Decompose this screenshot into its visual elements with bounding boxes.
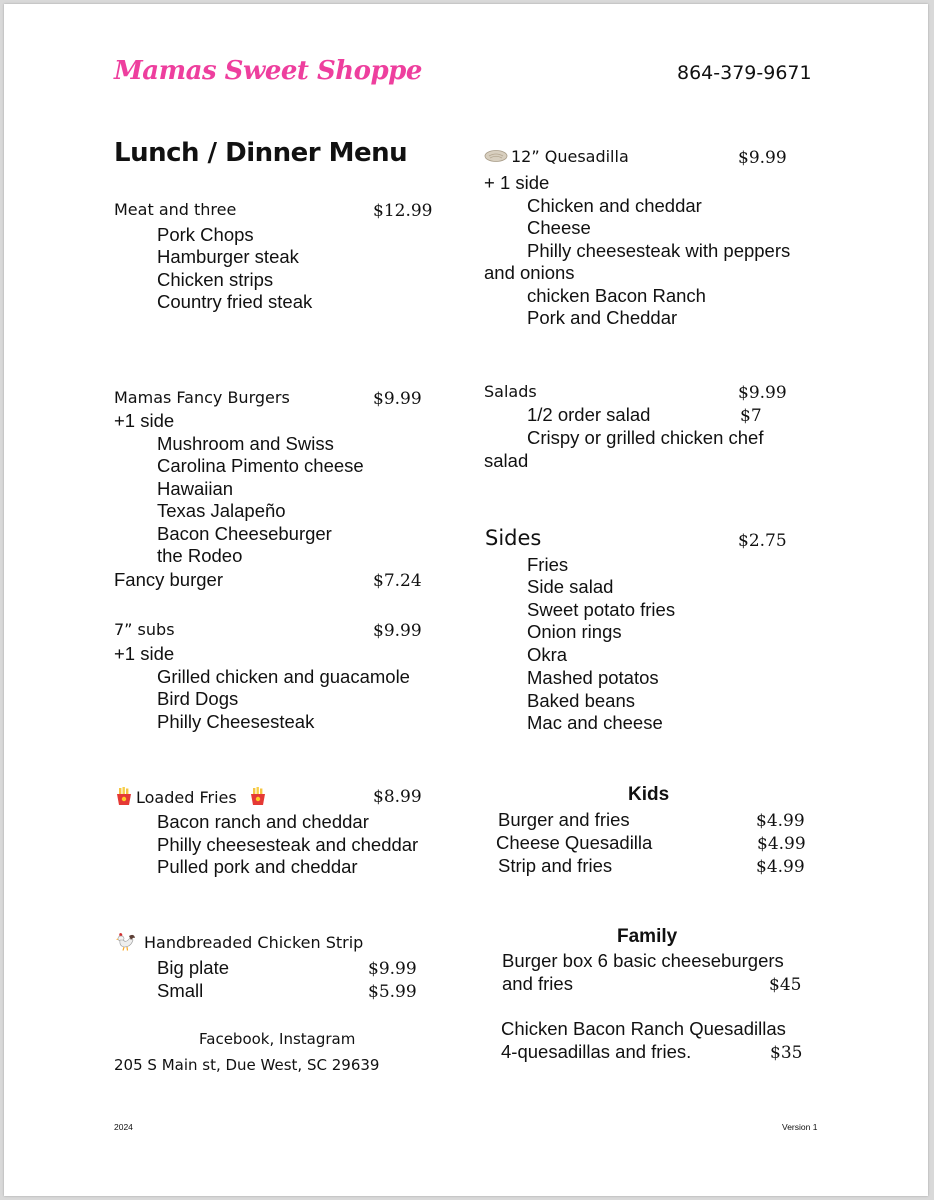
- meat-three-item: Pork Chops: [157, 224, 254, 245]
- burger-item: Hawaiian: [157, 478, 234, 499]
- quesadilla-item: Pork and Cheddar: [527, 307, 678, 328]
- subs-side-note: +1 side: [114, 643, 175, 664]
- kids-item-price: $4.99: [757, 834, 806, 854]
- loaded-fries-item: Bacon ranch and cheddar: [157, 811, 369, 832]
- meat-three-item: Country fried steak: [157, 291, 313, 312]
- social-links: Facebook, Instagram: [199, 1030, 356, 1048]
- quesadilla-side-note: + 1 side: [484, 172, 550, 193]
- fancy-burger-price: $7.24: [373, 571, 422, 591]
- burgers-side-note: +1 side: [114, 410, 175, 431]
- salads-heading: Salads: [484, 382, 537, 401]
- family-heading: Family: [617, 926, 678, 947]
- meat-three-price: $12.99: [373, 201, 433, 221]
- quesadilla-item: Chicken and cheddar: [527, 195, 702, 216]
- brand-name: Mamas Sweet Shoppe: [114, 56, 422, 86]
- quesadilla-item: Philly cheesesteak with peppers: [527, 240, 791, 261]
- half-salad-price: $7: [740, 406, 762, 426]
- burger-item: Carolina Pimento cheese: [157, 455, 364, 476]
- fancy-burger-label: Fancy burger: [114, 569, 223, 590]
- kids-item: Strip and fries: [498, 855, 613, 876]
- kids-item: Burger and fries: [498, 809, 630, 830]
- quesadilla-item: chicken Bacon Ranch: [527, 285, 706, 306]
- side-item: Sweet potato fries: [527, 599, 676, 620]
- subs-price: $9.99: [373, 621, 422, 641]
- side-item: Okra: [527, 644, 568, 665]
- kids-item-price: $4.99: [756, 811, 805, 831]
- side-item: Mashed potatos: [527, 667, 659, 688]
- chef-salad-line1: Crispy or grilled chicken chef: [527, 427, 764, 448]
- sub-item: Philly Cheesesteak: [157, 711, 315, 732]
- burgers-price: $9.99: [373, 389, 422, 409]
- rooster-icon: [114, 931, 136, 951]
- burger-box-line1: Burger box 6 basic cheeseburgers: [502, 950, 784, 971]
- sub-item: Grilled chicken and guacamole: [157, 666, 410, 687]
- side-item: Fries: [527, 554, 569, 575]
- chef-salad-line2: salad: [484, 450, 529, 471]
- loaded-fries-item: Philly cheesesteak and cheddar: [157, 834, 419, 855]
- loaded-fries-name: Loaded Fries: [136, 788, 237, 807]
- loaded-fries-heading: [114, 786, 270, 807]
- big-plate-price: $9.99: [368, 959, 417, 979]
- loaded-fries-item: Pulled pork and cheddar: [157, 856, 358, 877]
- kids-item: Cheese Quesadilla: [496, 832, 653, 853]
- burger-box-price: $45: [769, 975, 802, 995]
- menu-page: [4, 4, 928, 1196]
- subs-heading: 7” subs: [114, 620, 175, 639]
- meat-three-item: Hamburger steak: [157, 246, 299, 267]
- burgers-heading: Mamas Fancy Burgers: [114, 388, 290, 407]
- version-label: Version 1: [782, 1122, 818, 1132]
- quesadilla-heading: [484, 147, 629, 166]
- chicken-strip-name: Handbreaded Chicken Strip: [144, 933, 364, 952]
- fries-icon: [114, 786, 134, 806]
- burger-box-line2: and fries: [502, 973, 573, 994]
- fries-icon: [248, 786, 268, 806]
- side-item: Baked beans: [527, 690, 636, 711]
- burger-item: Mushroom and Swiss: [157, 433, 334, 454]
- sides-price: $2.75: [738, 531, 787, 551]
- family-quesadilla-price: $35: [770, 1043, 803, 1063]
- burger-item: Texas Jalapeño: [157, 500, 286, 521]
- side-item: Mac and cheese: [527, 712, 663, 733]
- sides-heading: Sides: [485, 526, 542, 550]
- half-salad-label: 1/2 order salad: [527, 404, 651, 425]
- kids-heading: Kids: [628, 784, 670, 805]
- big-plate-label: Big plate: [157, 957, 229, 978]
- salads-price: $9.99: [738, 383, 787, 403]
- phone-number: 864-379-9671: [677, 62, 812, 84]
- side-item: Side salad: [527, 576, 614, 597]
- sub-item: Bird Dogs: [157, 688, 239, 709]
- address: 205 S Main st, Due West, SC 29639: [114, 1056, 380, 1074]
- kids-item-price: $4.99: [756, 857, 805, 877]
- family-quesadilla-line2: 4-quesadillas and fries.: [501, 1041, 692, 1062]
- loaded-fries-price: $8.99: [373, 787, 422, 807]
- page-title: Lunch / Dinner Menu: [114, 138, 408, 168]
- quesadilla-name: 12” Quesadilla: [511, 147, 629, 166]
- small-label: Small: [157, 980, 204, 1001]
- small-price: $5.99: [368, 982, 417, 1002]
- quesadilla-price: $9.99: [738, 148, 787, 168]
- meat-three-heading: Meat and three: [114, 200, 237, 219]
- burger-item: the Rodeo: [157, 545, 243, 566]
- family-quesadilla-line1: Chicken Bacon Ranch Quesadillas: [501, 1018, 786, 1039]
- burger-item: Bacon Cheeseburger: [157, 523, 332, 544]
- year-label: 2024: [114, 1122, 133, 1132]
- quesadilla-item: Cheese: [527, 217, 591, 238]
- chicken-strip-heading: [114, 931, 363, 952]
- meat-three-item: Chicken strips: [157, 269, 274, 290]
- side-item: Onion rings: [527, 621, 622, 642]
- flatbread-icon: [484, 149, 508, 163]
- quesadilla-item-cont: and onions: [484, 262, 575, 283]
